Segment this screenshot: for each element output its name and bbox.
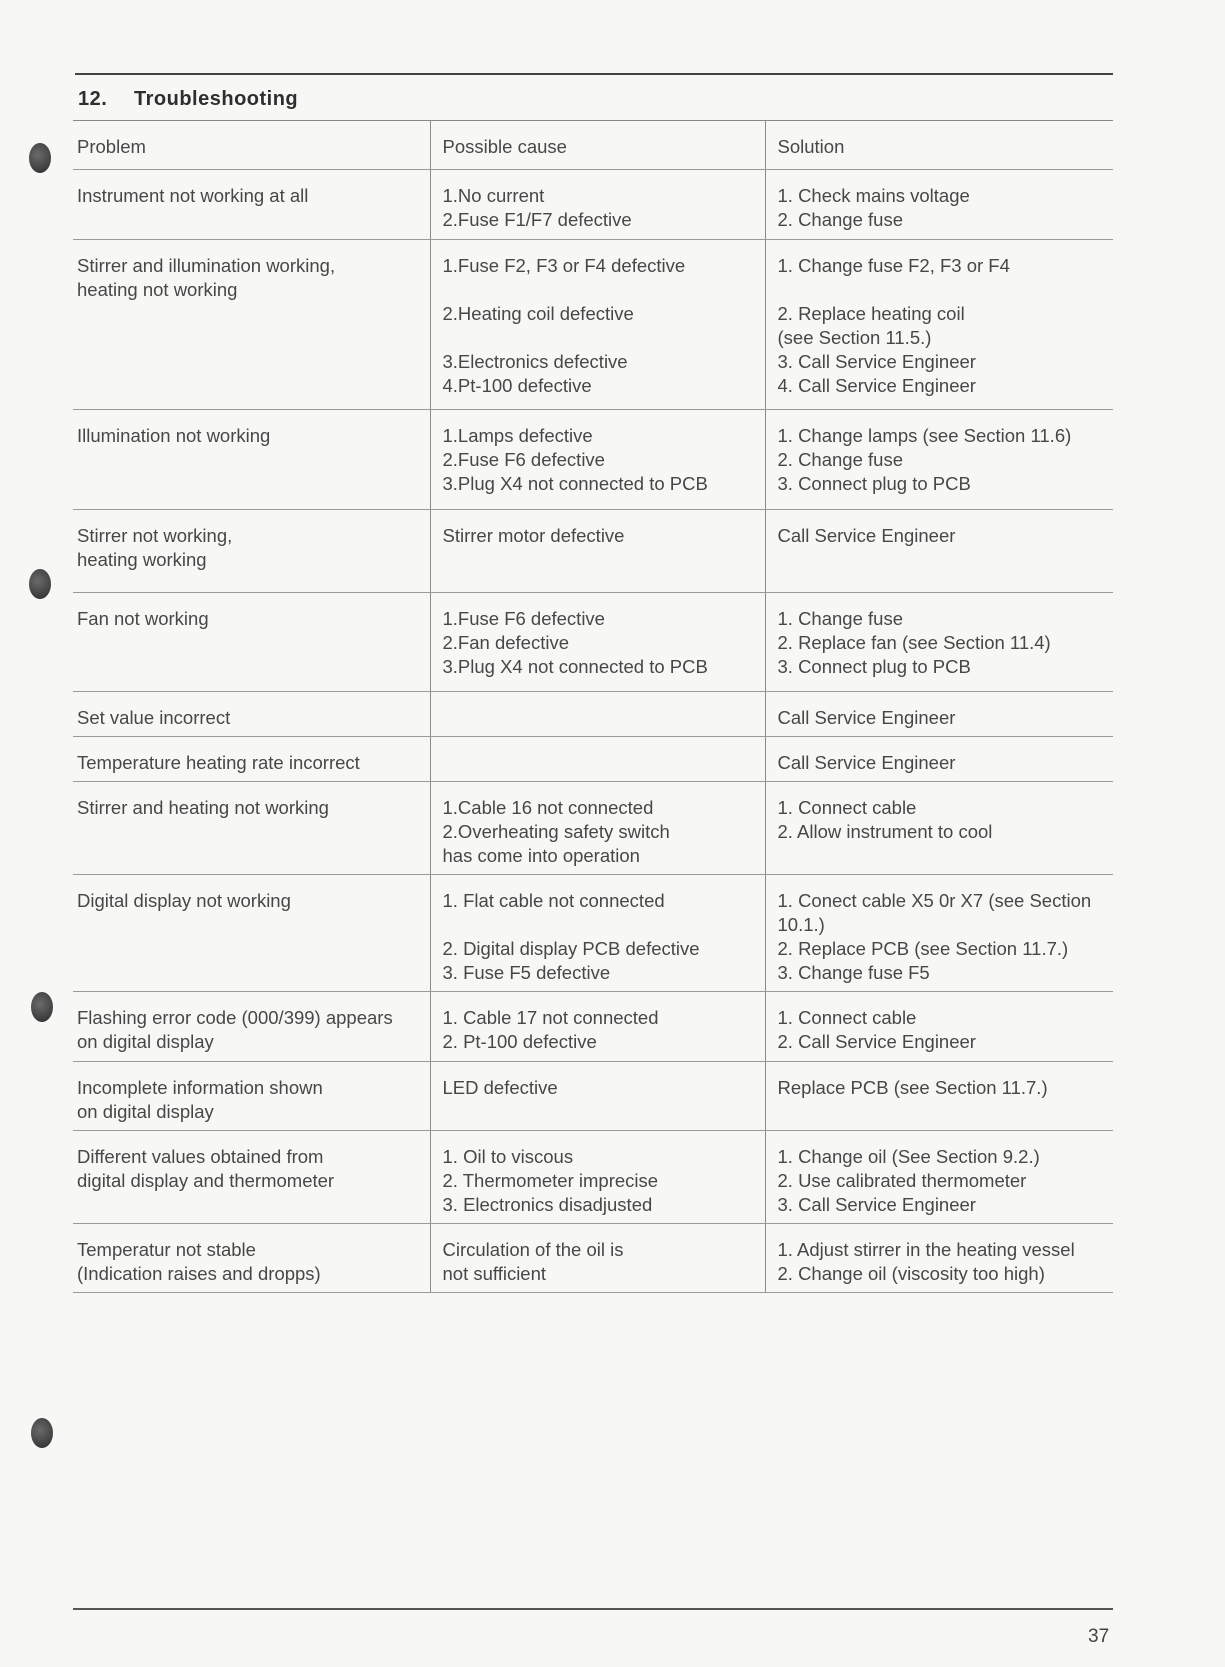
binder-hole-icon [31, 1418, 53, 1448]
section-title: Troubleshooting [134, 88, 299, 110]
problem-cell: Temperature heating rate incorrect [73, 737, 430, 782]
solution-cell: Call Service Engineer [765, 510, 1113, 593]
cause-cell [430, 737, 765, 782]
problem-cell: Instrument not working at all [73, 170, 430, 240]
table-row [73, 1131, 1113, 1224]
table-row [73, 510, 1113, 593]
bottom-rule [73, 1608, 1113, 1610]
table-row [73, 992, 1113, 1062]
cause-cell [430, 692, 765, 737]
cause-cell: 1.Lamps defective 2.Fuse F6 defective 3.Plug X4 not connected to PCB [430, 410, 765, 510]
problem-cell: Illumination not working [73, 410, 430, 510]
solution-cell: Replace PCB (see Section 11.7.) [765, 1062, 1113, 1131]
cause-cell: 1. Cable 17 not connected 2. Pt-100 defective [430, 992, 765, 1062]
table-row [73, 170, 1113, 240]
problem-cell: Flashing error code (000/399) appears on digital display [73, 992, 430, 1062]
cause-cell: LED defective [430, 1062, 765, 1131]
binder-hole-icon [29, 569, 51, 599]
solution-cell: 1. Change fuse 2. Replace fan (see Section 11.4) 3. Connect plug to PCB [765, 593, 1113, 692]
table-row [73, 782, 1113, 875]
cause-cell: 1. Oil to viscous 2. Thermometer imprecise 3. Electronics disadjusted [430, 1131, 765, 1224]
solution-cell: 1. Adjust stirrer in the heating vessel 2. Change oil (viscosity too high) [765, 1224, 1113, 1293]
problem-cell: Digital display not working [73, 875, 430, 992]
top-rule [75, 73, 1113, 75]
cause-cell: Circulation of the oil is not sufficient [430, 1224, 765, 1293]
solution-cell: 1. Connect cable 2. Allow instrument to cool [765, 782, 1113, 875]
table-row [73, 593, 1113, 692]
solution-cell: 1. Change oil (See Section 9.2.) 2. Use calibrated thermometer 3. Call Service Engineer [765, 1131, 1113, 1224]
table-row [73, 692, 1113, 737]
cause-cell: 1.Fuse F2, F3 or F4 defective 2.Heating coil defective 3.Electronics defective 4.Pt-100 defective [430, 240, 765, 410]
solution-cell: 1. Conect cable X5 0r X7 (see Section 10.1.) 2. Replace PCB (see Section 11.7.) 3. Change fuse F5 [765, 875, 1113, 992]
header-solution: Solution [765, 121, 1113, 170]
solution-cell: Call Service Engineer [765, 737, 1113, 782]
problem-cell: Incomplete information shown on digital display [73, 1062, 430, 1131]
table-row [73, 875, 1113, 992]
table-row [73, 1062, 1113, 1131]
problem-cell: Stirrer and heating not working [73, 782, 430, 875]
header-cause: Possible cause [430, 121, 765, 170]
solution-cell: 1. Change fuse F2, F3 or F4 2. Replace heating coil (see Section 11.5.) 3. Call Service Engineer 4. Call Service Engineer [765, 240, 1113, 410]
solution-cell: 1. Connect cable 2. Call Service Engineer [765, 992, 1113, 1062]
table-row [73, 240, 1113, 410]
table-row [73, 1224, 1113, 1293]
solution-cell: 1. Check mains voltage 2. Change fuse [765, 170, 1113, 240]
troubleshooting-table [73, 121, 1113, 1293]
page-number: 37 [1088, 1626, 1110, 1647]
problem-cell: Stirrer not working, heating working [73, 510, 430, 593]
problem-cell: Stirrer and illumination working, heating not working [73, 240, 430, 410]
binder-hole-icon [29, 143, 51, 173]
table-row [73, 410, 1113, 510]
section-number: 12. [78, 88, 108, 110]
solution-cell: 1. Change lamps (see Section 11.6) 2. Change fuse 3. Connect plug to PCB [765, 410, 1113, 510]
problem-cell: Set value incorrect [73, 692, 430, 737]
header-problem: Problem [73, 121, 430, 170]
problem-cell: Different values obtained from digital display and thermometer [73, 1131, 430, 1224]
solution-cell: Call Service Engineer [765, 692, 1113, 737]
cause-cell: 1.Fuse F6 defective 2.Fan defective 3.Plug X4 not connected to PCB [430, 593, 765, 692]
cause-cell: 1. Flat cable not connected 2. Digital display PCB defective 3. Fuse F5 defective [430, 875, 765, 992]
table-header-row [73, 121, 1113, 170]
problem-cell: Fan not working [73, 593, 430, 692]
table-row [73, 737, 1113, 782]
cause-cell: 1.Cable 16 not connected 2.Overheating safety switch has come into operation [430, 782, 765, 875]
table-body [73, 170, 1113, 1293]
problem-cell: Temperatur not stable (Indication raises and dropps) [73, 1224, 430, 1293]
cause-cell: Stirrer motor defective [430, 510, 765, 593]
cause-cell: 1.No current 2.Fuse F1/F7 defective [430, 170, 765, 240]
section-heading [78, 88, 298, 111]
binder-hole-icon [31, 992, 53, 1022]
